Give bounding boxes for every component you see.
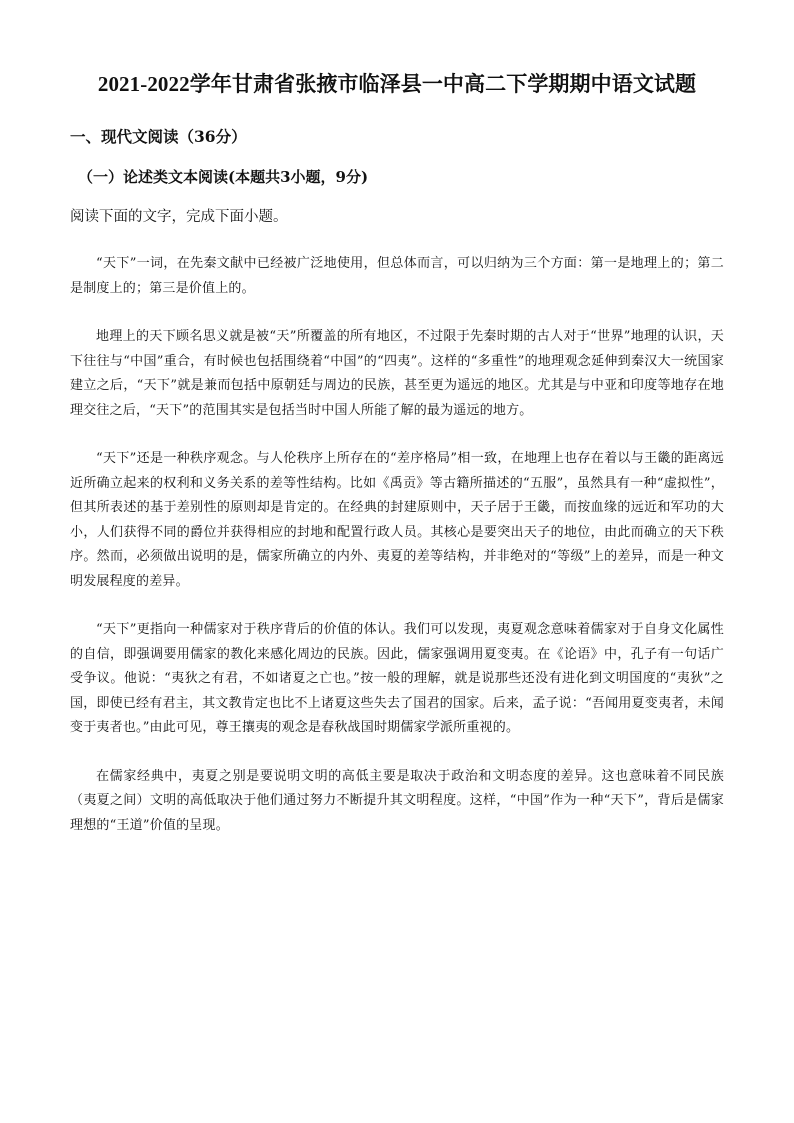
passage-paragraph: 地理上的天下顾名思义就是被“天”所覆盖的所有地区，不过限于先秦时期的古人对于“世界”地理的认识，天下往往与“中国”重合，有时候也包括围绕着“中国”的“四夷”。这样的“多重性”的地理观念延伸到秦汉大一统国家建立之后，“天下”就是兼而包括中原朝廷与周边的民族，甚至更为遥远的地区。尤其是与中亚和印度等地存在地理交往之后，“天下”的范围其实是包括当时中国人所能了解的最为遥远的地方。 [70,329,724,418]
subsection-heading-argumentative-reading: （一）论述类文本阅读(本题共3小题，9分) [78,168,369,186]
passage-paragraph: “天下”一词，在先秦文献中已经被广泛地使用，但总体而言，可以归纳为三个方面：第一是地理上的；第二是制度上的；第三是价值上的。 [70,256,724,296]
reading-instruction: 阅读下面的文字，完成下面小题。 [70,209,288,225]
document-title: 2021-2022学年甘肃省张掖市临泽县一中高二下学期期中语文试题 [97,72,697,96]
passage-paragraph: “天下”还是一种秩序观念。与人伦秩序上所存在的“差序格局”相一致，在地理上也存在着以与王畿的距离远近所确立起来的权利和义务关系的差等性结构。比如《禹贡》等古籍所描述的“五服”，虽然具有一种“虚拟性”，但其所表述的基于差别性的原则却是肯定的。在经典的封建原则中，天子居于王畿，而按血缘的远近和军功的大小，人们获得不同的爵位并获得相应的封地和配置行政人员。其核心是要突出天子的地位，由此而确立的天下秩序。然而，必须做出说明的是，儒家所确立的内外、夷夏的差等结构，并非绝对的“等级”上的差异，而是一种文明发展程度的差异。 [70,451,724,589]
passage-paragraph: 在儒家经典中，夷夏之别是要说明文明的高低主要是取决于政治和文明态度的差异。这也意味着不同民族（夷夏之间）文明的高低取决于他们通过努力不断提升其文明程度。这样，“中国”作为一种“天下”，背后是儒家理想的“王道”价值的呈现。 [70,768,724,833]
section-heading-modern-reading: 一、现代文阅读（36分） [70,127,247,146]
passage-paragraph: “天下”更指向一种儒家对于秩序背后的价值的体认。我们可以发现，夷夏观念意味着儒家对于自身文化属性的自信，即强调要用儒家的教化来感化周边的民族。因此，儒家强调用夏变夷。在《论语》中，孔子有一句话广受争议。他说：“夷狄之有君，不如诸夏之亡也。”按一般的理解，就是说那些还没有进化到文明国度的“夷狄”之国，即使已经有君主，其文教肯定也比不上诸夏这些失去了国君的国家。后来，孟子说：“吾闻用夏变夷者，未闻变于夷者也。”由此可见，尊王攘夷的观念是春秋战国时期儒家学派所重视的。 [70,622,724,735]
